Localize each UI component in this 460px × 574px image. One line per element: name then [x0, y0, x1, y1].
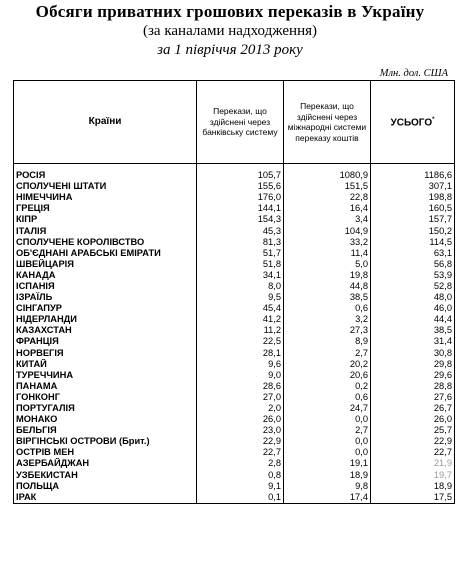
country-cell: КИТАЙ [14, 359, 197, 370]
bank-value-cell: 45,3 [197, 225, 284, 236]
table-row [14, 214, 455, 225]
country-cell: НОРВЕГІЯ [14, 348, 197, 359]
table-row [14, 492, 455, 504]
header-intl: Перекази, що здійснені через міжнародні системи переказу коштів [284, 81, 371, 164]
intl-value-cell: 18,9 [284, 470, 371, 481]
period-label: за 1 півріччя 2013 року [157, 42, 303, 58]
bank-value-cell: 8,0 [197, 281, 284, 292]
intl-value-cell: 0,0 [284, 447, 371, 458]
table-row [14, 436, 455, 447]
intl-value-cell: 1080,9 [284, 164, 371, 182]
total-value-cell: 21,9 [371, 458, 455, 469]
table-row [14, 237, 455, 248]
table-row [14, 164, 455, 182]
intl-value-cell: 3,2 [284, 314, 371, 325]
table-row [14, 470, 455, 481]
intl-value-cell: 9,8 [284, 481, 371, 492]
total-value-cell: 157,7 [371, 214, 455, 225]
total-value-cell: 1186,6 [371, 164, 455, 182]
page-title: Обсяги приватних грошових переказів в Україну [35, 2, 425, 21]
table-row [14, 447, 455, 458]
bank-value-cell: 2,0 [197, 403, 284, 414]
table-row [14, 336, 455, 347]
country-cell: ВІРГІНСЬКІ ОСТРОВИ (Брит.) [14, 436, 197, 447]
total-value-cell: 27,6 [371, 392, 455, 403]
bank-value-cell: 105,7 [197, 164, 284, 182]
country-cell: ІРАК [14, 492, 197, 504]
country-cell: АЗЕРБАЙДЖАН [14, 458, 197, 469]
total-value-cell: 63,1 [371, 248, 455, 259]
total-value-cell: 19,7 [371, 470, 455, 481]
country-cell: ФРАНЦІЯ [14, 336, 197, 347]
table-row [14, 325, 455, 336]
intl-value-cell: 24,7 [284, 403, 371, 414]
total-value-cell: 31,4 [371, 336, 455, 347]
table-row [14, 481, 455, 492]
country-cell: СПОЛУЧЕНЕ КОРОЛІВСТВО [14, 237, 197, 248]
intl-value-cell: 8,9 [284, 336, 371, 347]
table-row [14, 181, 455, 192]
subtitle: (за каналами надходження) [143, 23, 317, 39]
total-value-cell: 48,0 [371, 292, 455, 303]
total-value-cell: 38,5 [371, 325, 455, 336]
bank-value-cell: 51,7 [197, 248, 284, 259]
country-cell: ТУРЕЧЧИНА [14, 370, 197, 381]
total-value-cell: 18,9 [371, 481, 455, 492]
bank-value-cell: 22,9 [197, 436, 284, 447]
country-cell: ІСПАНІЯ [14, 281, 197, 292]
country-cell: МОНАКО [14, 414, 197, 425]
total-value-cell: 52,8 [371, 281, 455, 292]
intl-value-cell: 5,0 [284, 259, 371, 270]
total-value-cell: 29,8 [371, 359, 455, 370]
total-value-cell: 29,6 [371, 370, 455, 381]
table-row [14, 314, 455, 325]
total-value-cell: 56,8 [371, 259, 455, 270]
table-row [14, 458, 455, 469]
bank-value-cell: 23,0 [197, 425, 284, 436]
total-value-cell: 30,8 [371, 348, 455, 359]
header-total [371, 81, 455, 164]
country-cell: НІДЕРЛАНДИ [14, 314, 197, 325]
country-cell: УЗБЕКИСТАН [14, 470, 197, 481]
bank-value-cell: 0,8 [197, 470, 284, 481]
table-body [14, 164, 455, 504]
table-row [14, 425, 455, 436]
country-cell: ОСТРІВ МЕН [14, 447, 197, 458]
total-value-cell: 17,5 [371, 492, 455, 504]
bank-value-cell: 34,1 [197, 270, 284, 281]
total-value-cell: 307,1 [371, 181, 455, 192]
country-cell: КАНАДА [14, 270, 197, 281]
table-row [14, 203, 455, 214]
total-value-cell: 150,2 [371, 225, 455, 236]
total-value-cell: 114,5 [371, 237, 455, 248]
intl-value-cell: 0,2 [284, 381, 371, 392]
intl-value-cell: 19,8 [284, 270, 371, 281]
table-header-row [14, 81, 455, 164]
intl-value-cell: 22,8 [284, 192, 371, 203]
country-cell: КАЗАХСТАН [14, 325, 197, 336]
country-cell: ПОЛЬЩА [14, 481, 197, 492]
table-row [14, 192, 455, 203]
bank-value-cell: 28,6 [197, 381, 284, 392]
table-row [14, 281, 455, 292]
intl-value-cell: 20,6 [284, 370, 371, 381]
bank-value-cell: 2,8 [197, 458, 284, 469]
intl-value-cell: 0,0 [284, 436, 371, 447]
table-row [14, 270, 455, 281]
bank-value-cell: 51,8 [197, 259, 284, 270]
country-cell: СІНГАПУР [14, 303, 197, 314]
bank-value-cell: 154,3 [197, 214, 284, 225]
table-row [14, 292, 455, 303]
intl-value-cell: 2,7 [284, 425, 371, 436]
bank-value-cell: 45,4 [197, 303, 284, 314]
total-value-cell: 44,4 [371, 314, 455, 325]
intl-value-cell: 17,4 [284, 492, 371, 504]
total-value-cell: 26,0 [371, 414, 455, 425]
table-row [14, 381, 455, 392]
bank-value-cell: 176,0 [197, 192, 284, 203]
bank-value-cell: 0,1 [197, 492, 284, 504]
country-cell: ІТАЛІЯ [14, 225, 197, 236]
bank-value-cell: 28,1 [197, 348, 284, 359]
bank-value-cell: 22,7 [197, 447, 284, 458]
unit-label: Млн. дол. США [379, 68, 448, 79]
country-cell: ГРЕЦІЯ [14, 203, 197, 214]
intl-value-cell: 20,2 [284, 359, 371, 370]
country-cell: КІПР [14, 214, 197, 225]
country-cell: ШВЕЙЦАРІЯ [14, 259, 197, 270]
intl-value-cell: 151,5 [284, 181, 371, 192]
country-cell: ПАНАМА [14, 381, 197, 392]
intl-value-cell: 0,6 [284, 303, 371, 314]
country-cell: БЕЛЬГІЯ [14, 425, 197, 436]
total-value-cell: 28,8 [371, 381, 455, 392]
country-cell: ІЗРАЇЛЬ [14, 292, 197, 303]
bank-value-cell: 155,6 [197, 181, 284, 192]
bank-value-cell: 22,5 [197, 336, 284, 347]
table-row [14, 359, 455, 370]
total-value-cell: 22,7 [371, 447, 455, 458]
intl-value-cell: 104,9 [284, 225, 371, 236]
bank-value-cell: 41,2 [197, 314, 284, 325]
country-cell: ОБ'ЄДНАНІ АРАБСЬКІ ЕМІРАТИ [14, 248, 197, 259]
total-value-cell: 25,7 [371, 425, 455, 436]
bank-value-cell: 9,5 [197, 292, 284, 303]
total-value-cell: 53,9 [371, 270, 455, 281]
header-total-label: УСЬОГО [390, 117, 433, 129]
bank-value-cell: 9,6 [197, 359, 284, 370]
header-bank: Перекази, що здійснені через банківську систему [197, 81, 284, 164]
intl-value-cell: 44,8 [284, 281, 371, 292]
table-row [14, 248, 455, 259]
bank-value-cell: 26,0 [197, 414, 284, 425]
bank-value-cell: 144,1 [197, 203, 284, 214]
header-country: Країни [14, 81, 197, 164]
remittances-table [13, 80, 455, 504]
total-value-cell: 198,8 [371, 192, 455, 203]
intl-value-cell: 2,7 [284, 348, 371, 359]
country-cell: РОСІЯ [14, 164, 197, 182]
bank-value-cell: 9,0 [197, 370, 284, 381]
bank-value-cell: 9,1 [197, 481, 284, 492]
country-cell: СПОЛУЧЕНІ ШТАТИ [14, 181, 197, 192]
intl-value-cell: 0,0 [284, 414, 371, 425]
table-row [14, 348, 455, 359]
table-row [14, 225, 455, 236]
bank-value-cell: 27,0 [197, 392, 284, 403]
intl-value-cell: 19,1 [284, 458, 371, 469]
header-total-footnote-mark: * [432, 117, 435, 124]
bank-value-cell: 81,3 [197, 237, 284, 248]
table-row [14, 370, 455, 381]
intl-value-cell: 16,4 [284, 203, 371, 214]
table-row [14, 414, 455, 425]
total-value-cell: 46,0 [371, 303, 455, 314]
table-row [14, 303, 455, 314]
table-row [14, 392, 455, 403]
intl-value-cell: 27,3 [284, 325, 371, 336]
country-cell: ГОНКОНГ [14, 392, 197, 403]
country-cell: ПОРТУГАЛІЯ [14, 403, 197, 414]
table-row [14, 403, 455, 414]
intl-value-cell: 38,5 [284, 292, 371, 303]
total-value-cell: 26,7 [371, 403, 455, 414]
country-cell: НІМЕЧЧИНА [14, 192, 197, 203]
intl-value-cell: 33,2 [284, 237, 371, 248]
bank-value-cell: 11,2 [197, 325, 284, 336]
intl-value-cell: 0,6 [284, 392, 371, 403]
intl-value-cell: 3,4 [284, 214, 371, 225]
table-row [14, 259, 455, 270]
total-value-cell: 22,9 [371, 436, 455, 447]
intl-value-cell: 11,4 [284, 248, 371, 259]
total-value-cell: 160,5 [371, 203, 455, 214]
